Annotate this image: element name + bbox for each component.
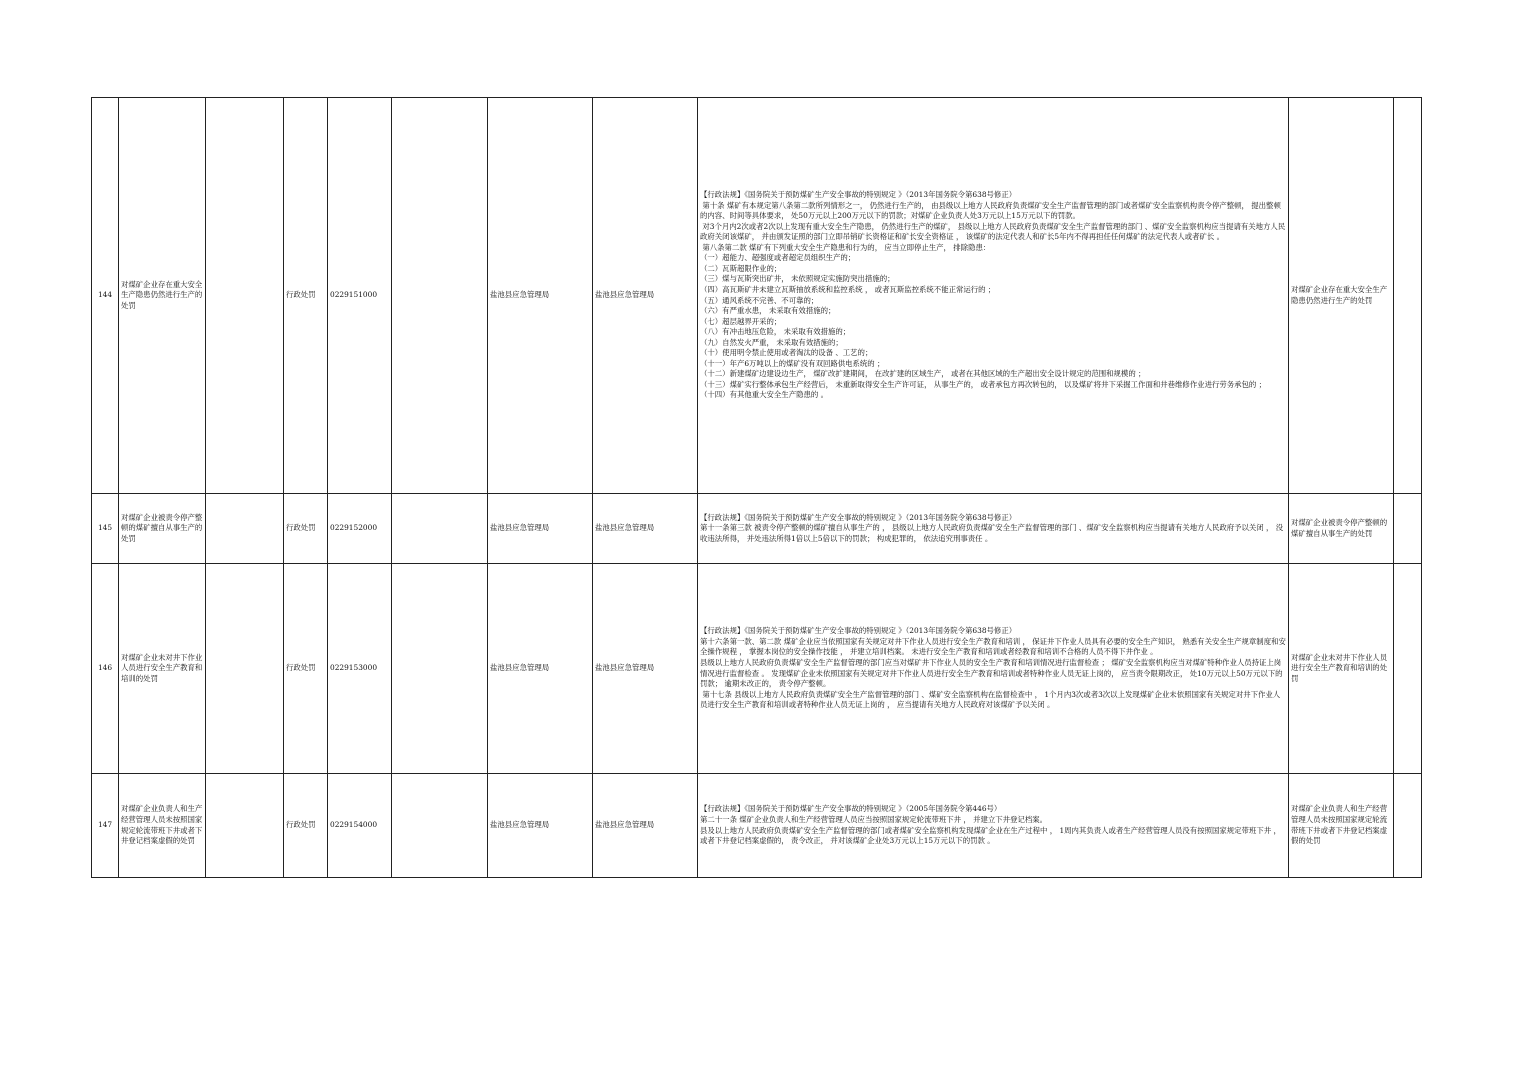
responsible-department: 盐池县应急管理局 — [488, 98, 593, 494]
item-name: 对煤矿企业存在重大安全生产隐患仍然进行生产的处罚 — [119, 98, 206, 494]
empty-cell — [206, 494, 284, 564]
legal-basis-line: （五）通风系统不完善、不可靠的； — [700, 295, 819, 305]
legal-basis-line: 第二十一条 煤矿企业负责人和生产经营管理人员应当按照国家规定轮流带班下井 ， 并建立下井登记档案。 — [700, 814, 1048, 824]
legal-basis-line: 【行政法规】《国务院关于预防煤矿生产安全事故的特别规定 》（2013年国务院令第638号修正） — [700, 190, 1017, 200]
legal-basis-line: （八）有冲击地压危险， 未采取有效措施的； — [700, 327, 851, 337]
implementing-body: 盐池县应急管理局 — [593, 564, 698, 774]
empty-cell — [392, 98, 488, 494]
legal-basis-line: （四）高瓦斯矿井未建立瓦斯抽放系统和监控系统 ， 或者瓦斯监控系统不能正常运行的 ； — [700, 284, 996, 294]
empty-cell — [392, 774, 488, 878]
power-type: 行政处罚 — [284, 98, 328, 494]
legal-basis-line: 对3个月内2次或者2次以上发现有重大安全生产隐患， 仍然进行生产的煤矿， 县级以上地方人民政府负责煤矿安全生产监督管理的部门 、煤矿安全监察机构应当提请有关地方人民政府关闭该煤矿， 并由颁发证照的部门立即吊销矿长资格证和矿长安全资格证 ， 该煤矿的法定代表人和矿长5年内不得再担任任何煤矿的法定代表人或者矿长 。 — [700, 221, 1286, 242]
legal-basis-line: （九）自然发火严重， 未采取有效措施的； — [700, 337, 843, 347]
item-number: 146 — [92, 564, 119, 774]
empty-cell — [392, 494, 488, 564]
table-row — [92, 564, 1422, 774]
item-name: 对煤矿企业未对井下作业人员进行安全生产教育和培训的处罚 — [119, 564, 206, 774]
legal-basis — [698, 494, 1289, 564]
legal-basis-line: 第十条 煤矿有本规定第八条第二款所列情形之一， 仍然进行生产的， 由县级以上地方人民政府负责煤矿安全生产监督管理的部门或者煤矿安全监察机构责令停产整顿， 提出整顿的内容、时间等具体要求， 处50万元以上200万元以下的罚款；对煤矿企业负责人处3万元以上15万元以下的罚款。 — [700, 200, 1281, 221]
legal-basis-line: （七）超层越界开采的； — [700, 316, 782, 326]
legal-basis — [698, 98, 1289, 494]
legal-basis-line: 第十七条 县级以上地方人民政府负责煤矿安全生产监督管理的部门 、煤矿安全监察机构在监督检查中 ， 1个月内3次或者3次以上发现煤矿企业未依照国家有关规定对井下作业人员进行安全生产教育和培训或者特种作业人员无证上岗的 ， 应当提请有关地方人民政府对该煤矿予以关闭 。 — [700, 689, 1281, 710]
table-row — [92, 774, 1422, 878]
table-row — [92, 98, 1422, 494]
implementing-body: 盐池县应急管理局 — [593, 774, 698, 878]
implementing-body: 盐池县应急管理局 — [593, 98, 698, 494]
power-type: 行政处罚 — [284, 494, 328, 564]
legal-basis — [698, 564, 1289, 774]
legal-basis-line: （二）瓦斯超限作业的； — [700, 263, 782, 273]
empty-cell — [1394, 564, 1422, 774]
legal-basis-line: 第十一条第三款 被责令停产整顿的煤矿擅自从事生产的 ， 县级以上地方人民政府负责煤矿安全生产监督管理的部门 、煤矿安全监察机构应当提请有关地方人民政府予以关闭 ， 没收违法所得， 并处违法所得1倍以上5倍以下的罚款； 构成犯罪的， 依法追究刑事责任 。 — [700, 523, 1284, 543]
item-name: 对煤矿企业被责令停产整顿的煤矿擅自从事生产的处罚 — [119, 494, 206, 564]
legal-basis-line: 第十六条第一款、第二款 煤矿企业应当依照国家有关规定对井下作业人员进行安全生产教育和培训 ， 保证井下作业人员具有必要的安全生产知识， 熟悉有关安全生产规章制度和安全操作规程 ， 掌握本岗位的安全操作技能 ， 并建立培训档案。 未进行安全生产教育和培训或者经教育和培训不合格的人员不得下井作业 。 — [700, 636, 1286, 657]
legal-basis-line: （十三）煤矿实行整体承包生产经营后， 未重新取得安全生产许可证， 从事生产的， 或者承包方再次转包的， 以及煤矿将井下采掘工作面和井巷维修作业进行劳务承包的 ； — [700, 379, 1267, 389]
empty-cell — [206, 774, 284, 878]
legal-basis — [698, 774, 1289, 878]
legal-basis-line: （十四）有其他重大安全生产隐患的 。 — [700, 390, 828, 400]
item-code: 0229154000 — [328, 774, 392, 878]
power-type: 行政处罚 — [284, 564, 328, 774]
empty-cell — [206, 564, 284, 774]
empty-cell — [1394, 774, 1422, 878]
empty-cell — [1394, 98, 1422, 494]
legal-basis-line: （一）超能力、超强度或者超定员组织生产的； — [700, 253, 856, 263]
empty-cell — [1394, 494, 1422, 564]
legal-basis-line: （三）煤与瓦斯突出矿井， 未依照规定实施防突出措施的； — [700, 274, 895, 284]
legal-basis-line: 【行政法规】《国务院关于预防煤矿生产安全事故的特别规定 》（2005年国务院令第446号） — [700, 804, 1002, 814]
item-code: 0229153000 — [328, 564, 392, 774]
legal-basis-line: （十）使用明令禁止使用或者淘汰的设备 、工艺的； — [700, 348, 873, 358]
item-summary: 对煤矿企业存在重大安全生产隐患仍然进行生产的处罚 — [1289, 98, 1394, 494]
item-code: 0229152000 — [328, 494, 392, 564]
implementing-body: 盐池县应急管理局 — [593, 494, 698, 564]
legal-basis-line: （十二）新建煤矿边建设边生产， 煤矿改扩建期间， 在改扩建的区域生产， 或者在其他区域的生产超出安全设计规定的范围和规模的 ； — [700, 369, 1146, 379]
legal-basis-line: （六）有严重水患， 未采取有效措施的； — [700, 306, 836, 316]
responsible-department: 盐池县应急管理局 — [488, 564, 593, 774]
responsible-department: 盐池县应急管理局 — [488, 494, 593, 564]
item-code: 0229151000 — [328, 98, 392, 494]
legal-basis-line: 【行政法规】《国务院关于预防煤矿生产安全事故的特别规定 》（2013年国务院令第638号修正） — [700, 512, 1017, 522]
legal-basis-line: 第八条第二款 煤矿有下列重大安全生产隐患和行为的， 应当立即停止生产， 排除隐患： — [700, 242, 991, 252]
legal-basis-line: （十一）年产6万吨以上的煤矿没有双回路供电系统的 ； — [700, 358, 885, 368]
item-summary: 对煤矿企业被责令停产整顿的煤矿擅自从事生产的处罚 — [1289, 494, 1394, 564]
power-list-table — [91, 97, 1422, 878]
item-summary: 对煤矿企业未对井下作业人员进行安全生产教育和培训的处罚 — [1289, 564, 1394, 774]
item-number: 145 — [92, 494, 119, 564]
legal-basis-line: 县级以上地方人民政府负责煤矿安全生产监督管理的部门应当对煤矿井下作业人员的安全生产教育和培训情况进行监督检查 ； 煤矿安全监察机构应当对煤矿特种作业人员持证上岗情况进行监督检查 。 发现煤矿企业未依照国家有关规定对井下作业人员进行安全生产教育和培训或者特种作业人员无证上岗的， 应当责令限期改正， 处10万元以上50万元以下的罚款； 逾期未改正的， 责令停产整顿。 — [700, 657, 1283, 689]
item-name: 对煤矿企业负责人和生产经营管理人员未按照国家规定轮流带班下井或者下井登记档案虚假的处罚 — [119, 774, 206, 878]
empty-cell — [392, 564, 488, 774]
table-body — [92, 98, 1422, 878]
item-summary: 对煤矿企业负责人和生产经营管理人员未按照国家规定轮流带班下井或者下井登记档案虚假的处罚 — [1289, 774, 1394, 878]
legal-basis-line: 县及以上地方人民政府负责煤矿安全生产监督管理的部门或者煤矿安全监察机构发现煤矿企业在生产过程中 ， 1周内其负责人或者生产经营管理人员没有按照国家规定带班下井 ， 或者下井登记档案虚假的， 责令改正， 并对该煤矿企业处3万元以上15万元以下的罚款 。 — [700, 825, 1284, 846]
item-number: 147 — [92, 774, 119, 878]
responsible-department: 盐池县应急管理局 — [488, 774, 593, 878]
power-type: 行政处罚 — [284, 774, 328, 878]
empty-cell — [206, 98, 284, 494]
item-number: 144 — [92, 98, 119, 494]
legal-basis-line: 【行政法规】《国务院关于预防煤矿生产安全事故的特别规定 》（2013年国务院令第638号修正） — [700, 626, 1017, 636]
table-row — [92, 494, 1422, 564]
